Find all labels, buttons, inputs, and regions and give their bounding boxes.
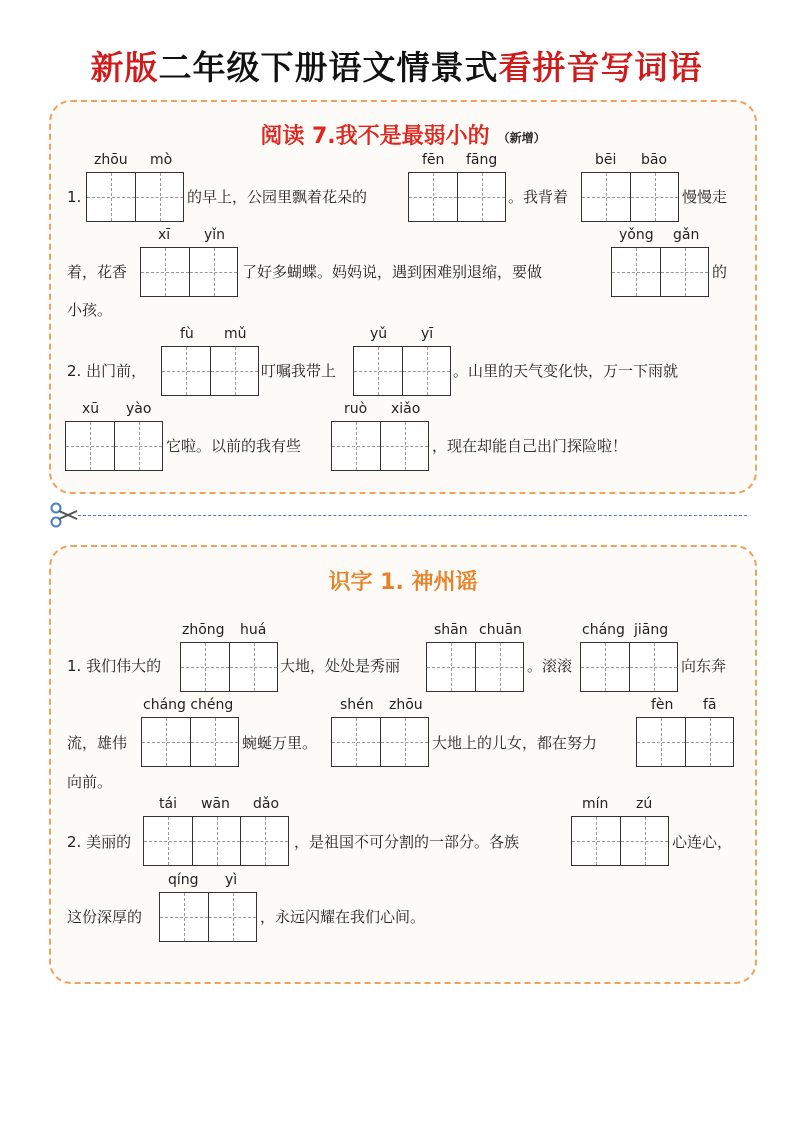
pinyin-label: mò — [150, 152, 173, 168]
page-title: 新版二年级下册语文情景式看拼音写词语 — [90, 48, 703, 87]
sentence-text: 慢慢走 — [682, 188, 728, 206]
pinyin-label: yào — [126, 401, 152, 417]
sentence-text: ，是祖国不可分割的一部分。各族 — [294, 833, 520, 851]
pinyin-label: xī — [158, 227, 171, 243]
new-note: （新增） — [497, 130, 546, 145]
sentence-text: 大地，处处是秀丽 — [280, 657, 401, 675]
pinyin-label: fèn — [651, 697, 674, 713]
pinyin-label: mín — [582, 796, 609, 812]
answer-grid[interactable] — [611, 247, 709, 297]
answer-grid[interactable] — [636, 717, 734, 767]
pinyin-label: gǎn — [673, 227, 700, 243]
sentence-text: 心连心， — [672, 833, 733, 851]
pinyin-label: tái — [159, 796, 177, 812]
answer-grid[interactable] — [581, 172, 679, 222]
sentence-text: 1. 我们伟大的 — [67, 657, 162, 675]
pinyin-label: zhōng — [182, 622, 225, 638]
section-heading: 阅读 7.我不是最弱小的 （新增） — [260, 124, 546, 149]
sentence-text: ，永远闪耀在我们心间。 — [260, 908, 426, 926]
answer-grid[interactable] — [408, 172, 506, 222]
pinyin-label: bāo — [641, 152, 668, 168]
sentence-text: 着，花香 — [67, 263, 128, 281]
pinyin-label: chuān — [479, 622, 522, 638]
pinyin-label: yǐn — [204, 227, 226, 243]
pinyin-label: bēi — [595, 152, 617, 168]
pinyin-label: jiāng — [634, 622, 669, 638]
answer-grid[interactable] — [571, 816, 669, 866]
pinyin-label: huá — [240, 622, 267, 638]
sentence-text: 了好多蝴蝶。妈妈说，遇到困难别退缩，要做 — [242, 263, 543, 281]
pinyin-label: cháng chéng — [143, 697, 234, 713]
sentence-text: 这份深厚的 — [67, 908, 143, 926]
pinyin-label: dǎo — [253, 796, 280, 812]
pinyin-label: xiǎo — [391, 401, 421, 417]
pinyin-label: yī — [421, 326, 434, 342]
sentence-text: 的早上，公园里飘着花朵的 — [187, 188, 368, 206]
sentence-text: 2. 美丽的 — [67, 833, 132, 851]
answer-grid[interactable] — [143, 816, 289, 866]
answer-grid[interactable] — [331, 717, 429, 767]
sentence-text: 蜿蜒万里。 — [242, 734, 318, 752]
pinyin-label: ruò — [344, 401, 368, 417]
sentence-text: 的 — [712, 263, 728, 281]
sentence-text: 大地上的儿女，都在努力 — [432, 734, 598, 752]
sentence-text: 。山里的天气变化快，万一下雨就 — [453, 362, 679, 380]
answer-grid[interactable] — [141, 717, 239, 767]
pinyin-label: zú — [636, 796, 653, 812]
answer-grid[interactable] — [65, 421, 163, 471]
pinyin-label: shén — [340, 697, 374, 713]
sentence-text: 小孩。 — [67, 301, 113, 319]
pinyin-label: yì — [225, 872, 238, 888]
pinyin-label: wān — [201, 796, 230, 812]
answer-grid[interactable] — [86, 172, 184, 222]
answer-grid[interactable] — [180, 642, 278, 692]
answer-grid[interactable] — [331, 421, 429, 471]
sentence-text: 流，雄伟 — [67, 734, 128, 752]
sentence-text: 。滚滚 — [527, 657, 573, 675]
pinyin-label: yǒng — [619, 227, 654, 243]
sentence-text: 叮嘱我带上 — [261, 362, 337, 380]
sentence-text: 。我背着 — [508, 188, 569, 206]
sentence-text: ，现在却能自己出门探险啦！ — [432, 437, 628, 455]
sentence-text: 向前。 — [67, 773, 113, 791]
pinyin-label: qíng — [168, 872, 199, 888]
answer-grid[interactable] — [161, 346, 259, 396]
pinyin-label: xū — [82, 401, 100, 417]
pinyin-label: fù — [180, 326, 194, 342]
pinyin-label: yǔ — [370, 326, 388, 342]
sentence-text: 1. — [67, 188, 82, 206]
scissors-icon — [50, 502, 78, 528]
answer-grid[interactable] — [426, 642, 524, 692]
pinyin-label: zhōu — [389, 697, 423, 713]
pinyin-label: fā — [703, 697, 717, 713]
pinyin-label: shān — [434, 622, 468, 638]
answer-grid[interactable] — [159, 892, 257, 942]
pinyin-label: fāng — [466, 152, 498, 168]
pinyin-label: cháng — [582, 622, 625, 638]
answer-grid[interactable] — [580, 642, 678, 692]
pinyin-label: zhōu — [94, 152, 128, 168]
cut-line — [78, 515, 747, 516]
answer-grid[interactable] — [353, 346, 451, 396]
answer-grid[interactable] — [140, 247, 238, 297]
sentence-text: 2. 出门前， — [67, 362, 147, 380]
pinyin-label: fēn — [422, 152, 445, 168]
section-heading: 识字 1. 神州谣 — [328, 570, 478, 595]
sentence-text: 向东奔 — [681, 657, 727, 675]
sentence-text: 它啦。以前的我有些 — [166, 437, 302, 455]
pinyin-label: mǔ — [224, 326, 247, 342]
